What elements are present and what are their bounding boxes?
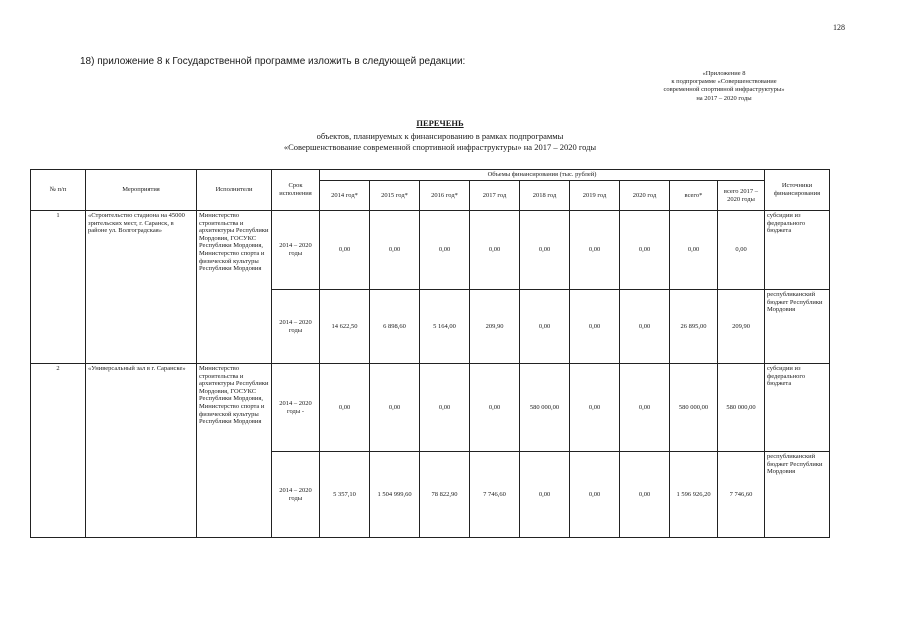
header-year: 2016 год* [420, 181, 470, 211]
table-row [31, 364, 830, 452]
subtitle-line-2: «Совершенствование современной спортивной инфраструктуры» на 2017 – 2020 годы [283, 142, 597, 152]
cell-value: 0,00 [520, 452, 570, 538]
cell-value: 6 898,60 [370, 290, 420, 364]
cell-value: 209,90 [470, 290, 520, 364]
row-event: «Универсальный зал в г. Саранске» [86, 364, 197, 538]
row-num: 1 [31, 211, 86, 364]
cell-value: 0,00 [570, 211, 620, 290]
document-subtitle [190, 131, 690, 153]
row-source: республиканский бюджет Республики Мордовия [765, 290, 830, 364]
cell-value: 1 504 999,60 [370, 452, 420, 538]
cell-value: 0,00 [570, 290, 620, 364]
cell-value: 0,00 [470, 211, 520, 290]
cell-value: 580 000,00 [718, 364, 765, 452]
row-executors: Министерство строительства и архитектуры Республики Мордовия, ГОСУКС Республики Мордовия, Министерство спорта и физической культуры Республики Мордовия [197, 364, 272, 538]
cell-value: 0,00 [620, 364, 670, 452]
cell-value: 7 746,60 [718, 452, 765, 538]
header-total-2017-2020: всего 2017 – 2020 годы [718, 181, 765, 211]
cell-value: 26 895,00 [670, 290, 718, 364]
header-year: 2020 год [620, 181, 670, 211]
cell-value: 0,00 [520, 211, 570, 290]
appendix-note [600, 70, 848, 103]
document-title: ПЕРЕЧЕНЬ [416, 118, 464, 128]
cell-value: 0,00 [570, 452, 620, 538]
cell-value: 209,90 [718, 290, 765, 364]
header-year: 2017 год [470, 181, 520, 211]
row-term: 2014 – 2020 годы [272, 452, 320, 538]
row-num: 2 [31, 364, 86, 538]
cell-value: 0,00 [320, 211, 370, 290]
header-event: Мероприятия [86, 170, 197, 211]
row-executors: Министерство строительства и архитектуры Республики Мордовия, ГОСУКС Республики Мордовия, Министерство спорта и физической культуры Республики Мордовия [197, 211, 272, 364]
cell-value: 78 822,90 [420, 452, 470, 538]
cell-value: 0,00 [620, 290, 670, 364]
subtitle-line-1: объектов, планируемых к финансированию в рамках подпрограммы [316, 131, 564, 141]
cell-value: 0,00 [718, 211, 765, 290]
cell-value: 14 622,50 [320, 290, 370, 364]
cell-value: 5 164,00 [420, 290, 470, 364]
cell-value: 0,00 [470, 364, 520, 452]
cell-value: 580 000,00 [670, 364, 718, 452]
funding-table [30, 169, 830, 538]
row-source: субсидии из федерального бюджета [765, 364, 830, 452]
header-term: Срок исполнения [272, 170, 320, 211]
appendix-line: к подпрограмме «Совершенствование [671, 78, 777, 86]
header-total: всего* [670, 181, 718, 211]
row-term: 2014 – 2020 годы - [272, 364, 320, 452]
cell-value: 7 746,60 [470, 452, 520, 538]
cell-value: 580 000,00 [520, 364, 570, 452]
header-executors: Исполнители [197, 170, 272, 211]
cell-value: 0,00 [620, 211, 670, 290]
page-number: 128 [833, 23, 845, 32]
cell-value: 0,00 [420, 211, 470, 290]
header-year: 2018 год [520, 181, 570, 211]
cell-value: 0,00 [420, 364, 470, 452]
cell-value: 0,00 [670, 211, 718, 290]
intro-text: 18) приложение 8 к Государственной программе изложить в следующей редакции: [80, 56, 466, 67]
cell-value: 0,00 [320, 364, 370, 452]
cell-value: 0,00 [620, 452, 670, 538]
header-num: № п/п [31, 170, 86, 211]
appendix-line: современной спортивной инфраструктуры» [663, 86, 785, 94]
cell-value: 0,00 [370, 211, 420, 290]
header-year: 2019 год [570, 181, 620, 211]
header-year: 2015 год* [370, 181, 420, 211]
appendix-line: на 2017 – 2020 годы [696, 94, 752, 102]
cell-value: 0,00 [370, 364, 420, 452]
cell-value: 5 357,10 [320, 452, 370, 538]
header-funding-group: Объемы финансирования (тыс. рублей) [320, 170, 765, 181]
row-event: «Строительство стадиона на 45000 зрительских мест, г. Саранск, в районе ул. Волгоградская» [86, 211, 197, 364]
cell-value: 1 596 926,20 [670, 452, 718, 538]
header-sources: Источники финансирования [765, 170, 830, 211]
appendix-line: «Приложение 8 [702, 70, 746, 77]
row-source: республиканский бюджет Республики Мордовия [765, 452, 830, 538]
row-term: 2014 – 2020 годы [272, 290, 320, 364]
row-source: субсидии из федерального бюджета [765, 211, 830, 290]
row-term: 2014 – 2020 годы [272, 211, 320, 290]
header-year: 2014 год* [320, 181, 370, 211]
cell-value: 0,00 [520, 290, 570, 364]
table-row [31, 211, 830, 290]
cell-value: 0,00 [570, 364, 620, 452]
